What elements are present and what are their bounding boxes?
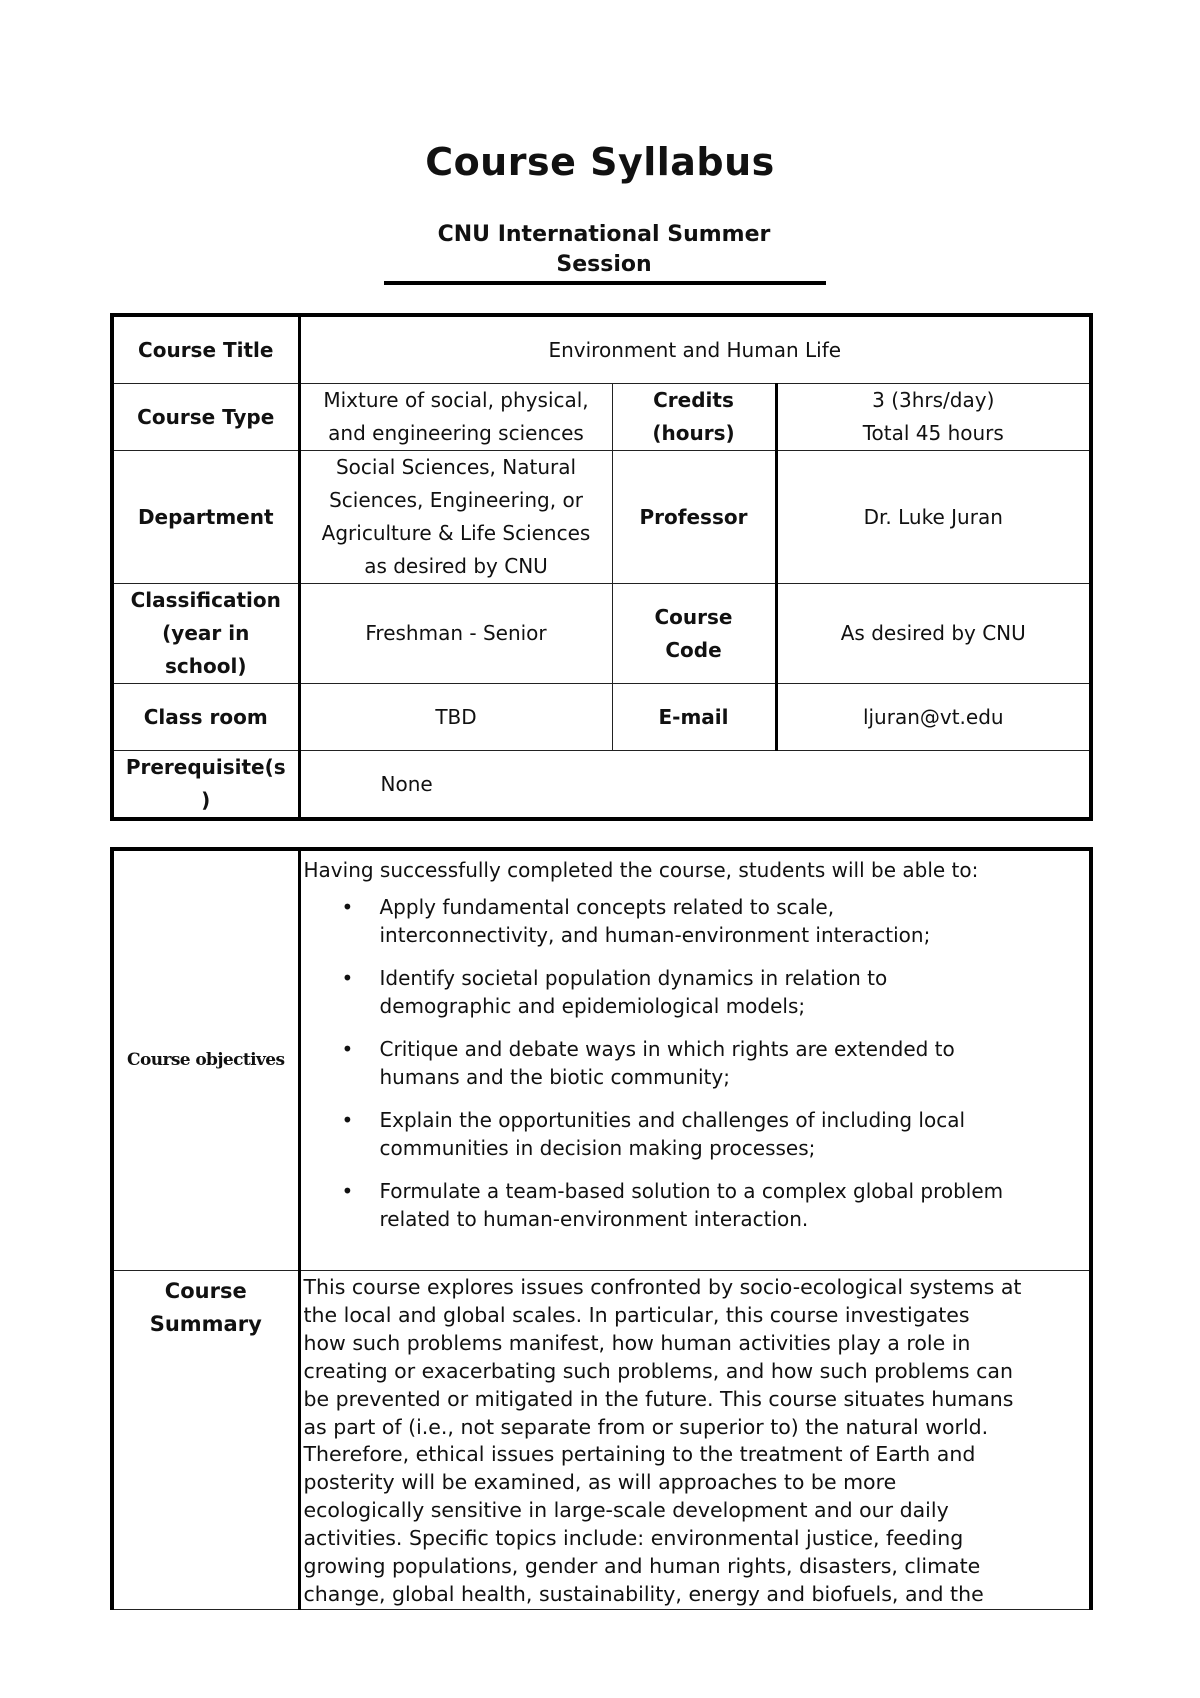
objectives-label: Course objectives: [112, 849, 299, 1271]
credits-label-line: (hours): [652, 421, 735, 445]
classification-label-line: (year in: [162, 621, 250, 645]
credits-label: [612, 384, 776, 451]
document-subtitle: [384, 220, 824, 280]
subtitle-line-2: Session: [556, 252, 652, 277]
bullet-icon: •: [341, 895, 354, 919]
row-classroom: [112, 684, 1091, 751]
summary-line: activities. Specific topics include: environmental justice, feeding: [303, 1526, 964, 1551]
department-line: Agriculture & Life Sciences: [321, 521, 591, 545]
department-label: Department: [112, 451, 299, 584]
prerequisites-label: [112, 751, 299, 820]
credits-label-line: Credits: [653, 388, 734, 412]
summary-line: This course explores issues confronted by socio-ecological systems at: [303, 1275, 1022, 1299]
department-line: Social Sciences, Natural: [335, 455, 577, 479]
row-classification: [112, 584, 1091, 684]
subtitle-underline: [384, 281, 826, 285]
credits-value-line: 3 (3hrs/day): [872, 388, 995, 412]
row-summary: [112, 1271, 1091, 1610]
row-department: [112, 451, 1091, 584]
credits-value-line: Total 45 hours: [862, 421, 1004, 445]
objective-item: [304, 1177, 1086, 1233]
prerequisites-value: None: [299, 751, 1091, 820]
objective-item: [304, 964, 1086, 1020]
summary-line: how such problems manifest, how human activities play a role in: [303, 1330, 971, 1355]
bullet-icon: •: [341, 1037, 354, 1061]
row-prerequisites: [112, 751, 1091, 820]
classification-label-line: Classification: [130, 588, 281, 612]
summary-line: ecologically sensitive in large-scale development and our daily: [303, 1498, 949, 1523]
course-code-label: [612, 584, 776, 684]
bullet-icon: •: [341, 1108, 354, 1132]
bullet-icon: •: [341, 966, 354, 990]
summary-label-line: Summary: [149, 1312, 262, 1336]
objective-line: Apply fundamental concepts related to scale,: [379, 895, 835, 919]
classification-label: [112, 584, 299, 684]
objective-line: Critique and debate ways in which rights are extended to: [379, 1037, 955, 1061]
course-details-table: [110, 847, 1093, 1610]
objectives-content: [299, 849, 1091, 1271]
summary-line: as part of (i.e., not separate from or superior to) the natural world.: [303, 1414, 989, 1439]
objective-item: [304, 1035, 1086, 1091]
summary-label-line: Course: [164, 1279, 247, 1303]
classification-value: Freshman - Senior: [299, 584, 612, 684]
course-title-label: Course Title: [112, 315, 299, 384]
row-objectives: [112, 849, 1091, 1271]
classification-label-line: school): [165, 654, 247, 678]
course-type-value: [299, 384, 612, 451]
classroom-label: Class room: [112, 684, 299, 751]
bullet-icon: •: [341, 1179, 354, 1203]
objective-line: humans and the biotic community;: [379, 1065, 730, 1089]
department-value: [299, 451, 612, 584]
credits-value: [776, 384, 1091, 451]
department-line: as desired by CNU: [364, 554, 548, 578]
professor-label: Professor: [612, 451, 776, 584]
objective-line: related to human-environment interaction.: [379, 1207, 809, 1231]
objective-line: Formulate a team-based solution to a complex global problem: [379, 1179, 1004, 1203]
email-value[interactable]: ljuran@vt.edu: [776, 684, 1091, 751]
row-course-title: [112, 315, 1091, 384]
objective-line: demographic and epidemiological models;: [379, 994, 806, 1018]
classroom-value: TBD: [299, 684, 612, 751]
professor-value: Dr. Luke Juran: [776, 451, 1091, 584]
summary-line: growing populations, gender and human rights, disasters, climate: [303, 1554, 981, 1579]
objective-line: Identify societal population dynamics in relation to: [379, 966, 888, 990]
prerequisites-label-line: Prerequisite(s: [125, 755, 286, 779]
course-title-value: Environment and Human Life: [299, 315, 1091, 384]
objectives-intro: Having successfully completed the course, students will be able to:: [303, 858, 979, 882]
course-type-label: Course Type: [112, 384, 299, 451]
summary-line: posterity will be examined, as will approaches to be more: [303, 1470, 897, 1495]
objectives-list: [304, 893, 1086, 1233]
subtitle-line-1: CNU International Summer: [437, 222, 771, 247]
course-code-label-line: Code: [665, 637, 722, 662]
objective-item: [304, 893, 1086, 949]
row-course-type: [112, 384, 1091, 451]
summary-line: Therefore, ethical issues pertaining to the treatment of Earth and: [303, 1442, 976, 1467]
objective-item: [304, 1106, 1086, 1162]
course-info-table: [110, 313, 1093, 821]
document-title: Course Syllabus: [425, 140, 775, 184]
summary-label: [112, 1271, 299, 1610]
prerequisites-label-line: ): [201, 788, 211, 812]
summary-line: the local and global scales. In particular, this course investigates: [303, 1302, 970, 1327]
objective-line: communities in decision making processes;: [379, 1136, 816, 1160]
course-code-label-line: Course: [654, 604, 733, 629]
course-code-value: As desired by CNU: [776, 584, 1091, 684]
summary-line: be prevented or mitigated in the future. This course situates humans: [303, 1386, 1014, 1411]
objective-line: interconnectivity, and human-environment interaction;: [379, 923, 931, 947]
objective-line: Explain the opportunities and challenges of including local: [379, 1108, 966, 1132]
summary-content: [299, 1271, 1091, 1610]
department-line: Sciences, Engineering, or: [329, 488, 583, 512]
course-type-line: and engineering sciences: [328, 421, 584, 445]
email-label: E-mail: [612, 684, 776, 751]
summary-line: change, global health, sustainability, energy and biofuels, and the: [303, 1581, 984, 1606]
course-type-line: Mixture of social, physical,: [323, 388, 589, 412]
summary-line: creating or exacerbating such problems, and how such problems can: [303, 1358, 1013, 1383]
